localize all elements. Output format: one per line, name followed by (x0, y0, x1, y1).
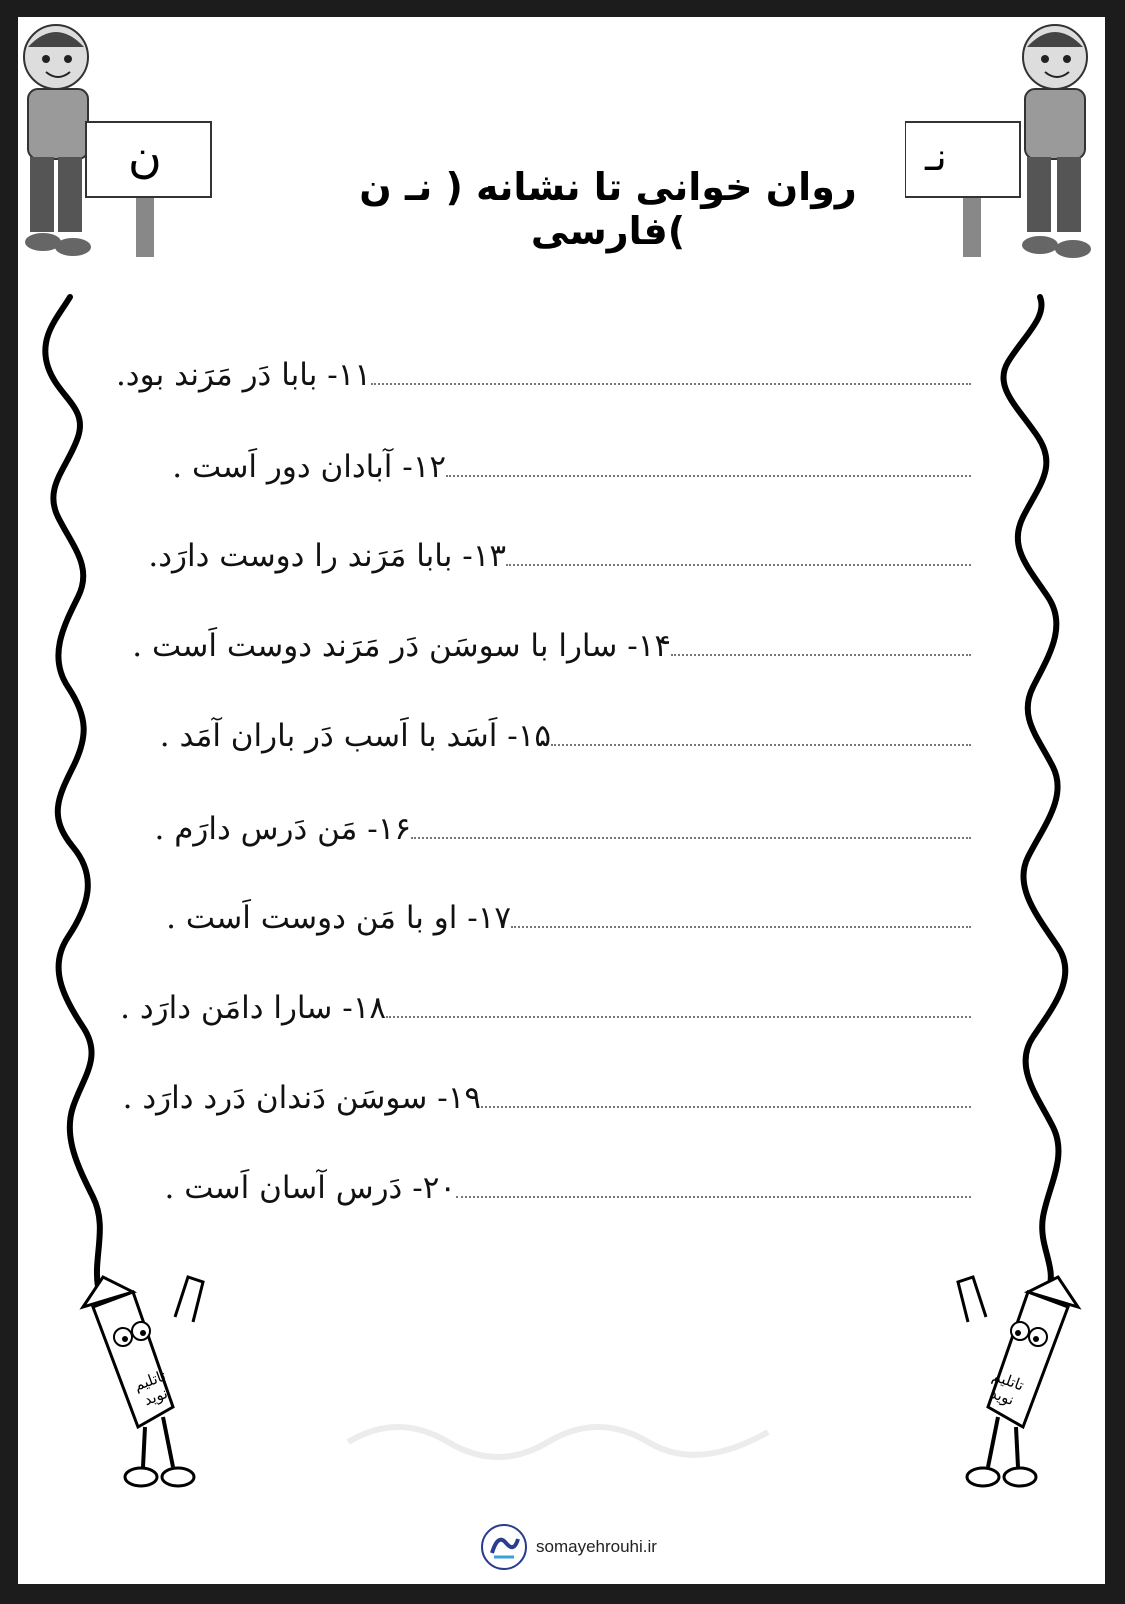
dotted-line (671, 654, 971, 656)
line-text: ۱۵- اَسَد با اَسب دَر باران آمَد . (159, 718, 551, 754)
worksheet-page (18, 17, 1105, 1584)
line-text: ۱۴- سارا با سوسَن دَر مَرَند دوست اَست . (132, 628, 671, 664)
dotted-line (456, 1196, 971, 1198)
line-text: ۱۲- آبادان دور اَست . (172, 449, 446, 485)
dotted-line (506, 564, 971, 566)
line-13 (148, 520, 977, 576)
dotted-line (446, 475, 971, 477)
footer (480, 1519, 657, 1575)
crayon-left (63, 1267, 233, 1507)
line-11 (116, 339, 977, 395)
dotted-line (411, 837, 971, 839)
dotted-line (371, 383, 971, 385)
site-logo-icon (480, 1523, 528, 1571)
line-16 (155, 793, 977, 849)
dotted-line (511, 926, 971, 928)
watermark-logo (338, 1392, 778, 1472)
line-12 (172, 431, 977, 487)
line-text: ۲۰- دَرس آسان اَست . (164, 1170, 456, 1206)
line-17 (166, 882, 977, 938)
dotted-line (481, 1106, 971, 1108)
page-title: روان خوانی تا نشانه ( نـ ن )فارسی (359, 165, 857, 253)
boy-left-icon (18, 17, 213, 262)
line-text: ۱۷- او با مَن دوست اَست . (166, 900, 511, 936)
boy-sign-right (905, 17, 1105, 262)
line-19 (123, 1062, 977, 1118)
boy-sign-left (18, 17, 213, 262)
dotted-line (551, 744, 971, 746)
line-14 (132, 610, 977, 666)
line-text: ۱۳- بابا مَرَند را دوست دارَد. (148, 538, 506, 574)
line-18 (120, 972, 977, 1028)
crayon-right (928, 1267, 1098, 1507)
line-text: ۱۸- سارا دامَن دارَد . (120, 990, 386, 1026)
line-text: ۱۹- سوسَن دَندان دَرد دارَد . (122, 1080, 481, 1116)
dotted-line (386, 1016, 971, 1018)
line-15 (160, 700, 977, 756)
line-text: ۱۱- بابا دَر مَرَند بود. (115, 357, 371, 393)
sign-right-letter: نـ (925, 135, 947, 179)
crayon-left-label: تاتلیم نوید (131, 1366, 171, 1410)
line-20 (165, 1152, 978, 1208)
crayon-right-label: تاتلیم نوید (987, 1366, 1027, 1410)
line-text: ۱۶- مَن دَرس دارَم . (154, 811, 411, 847)
footer-site[interactable]: somayehrouhi.ir (536, 1537, 657, 1556)
sign-left-letter: ن (128, 129, 162, 183)
